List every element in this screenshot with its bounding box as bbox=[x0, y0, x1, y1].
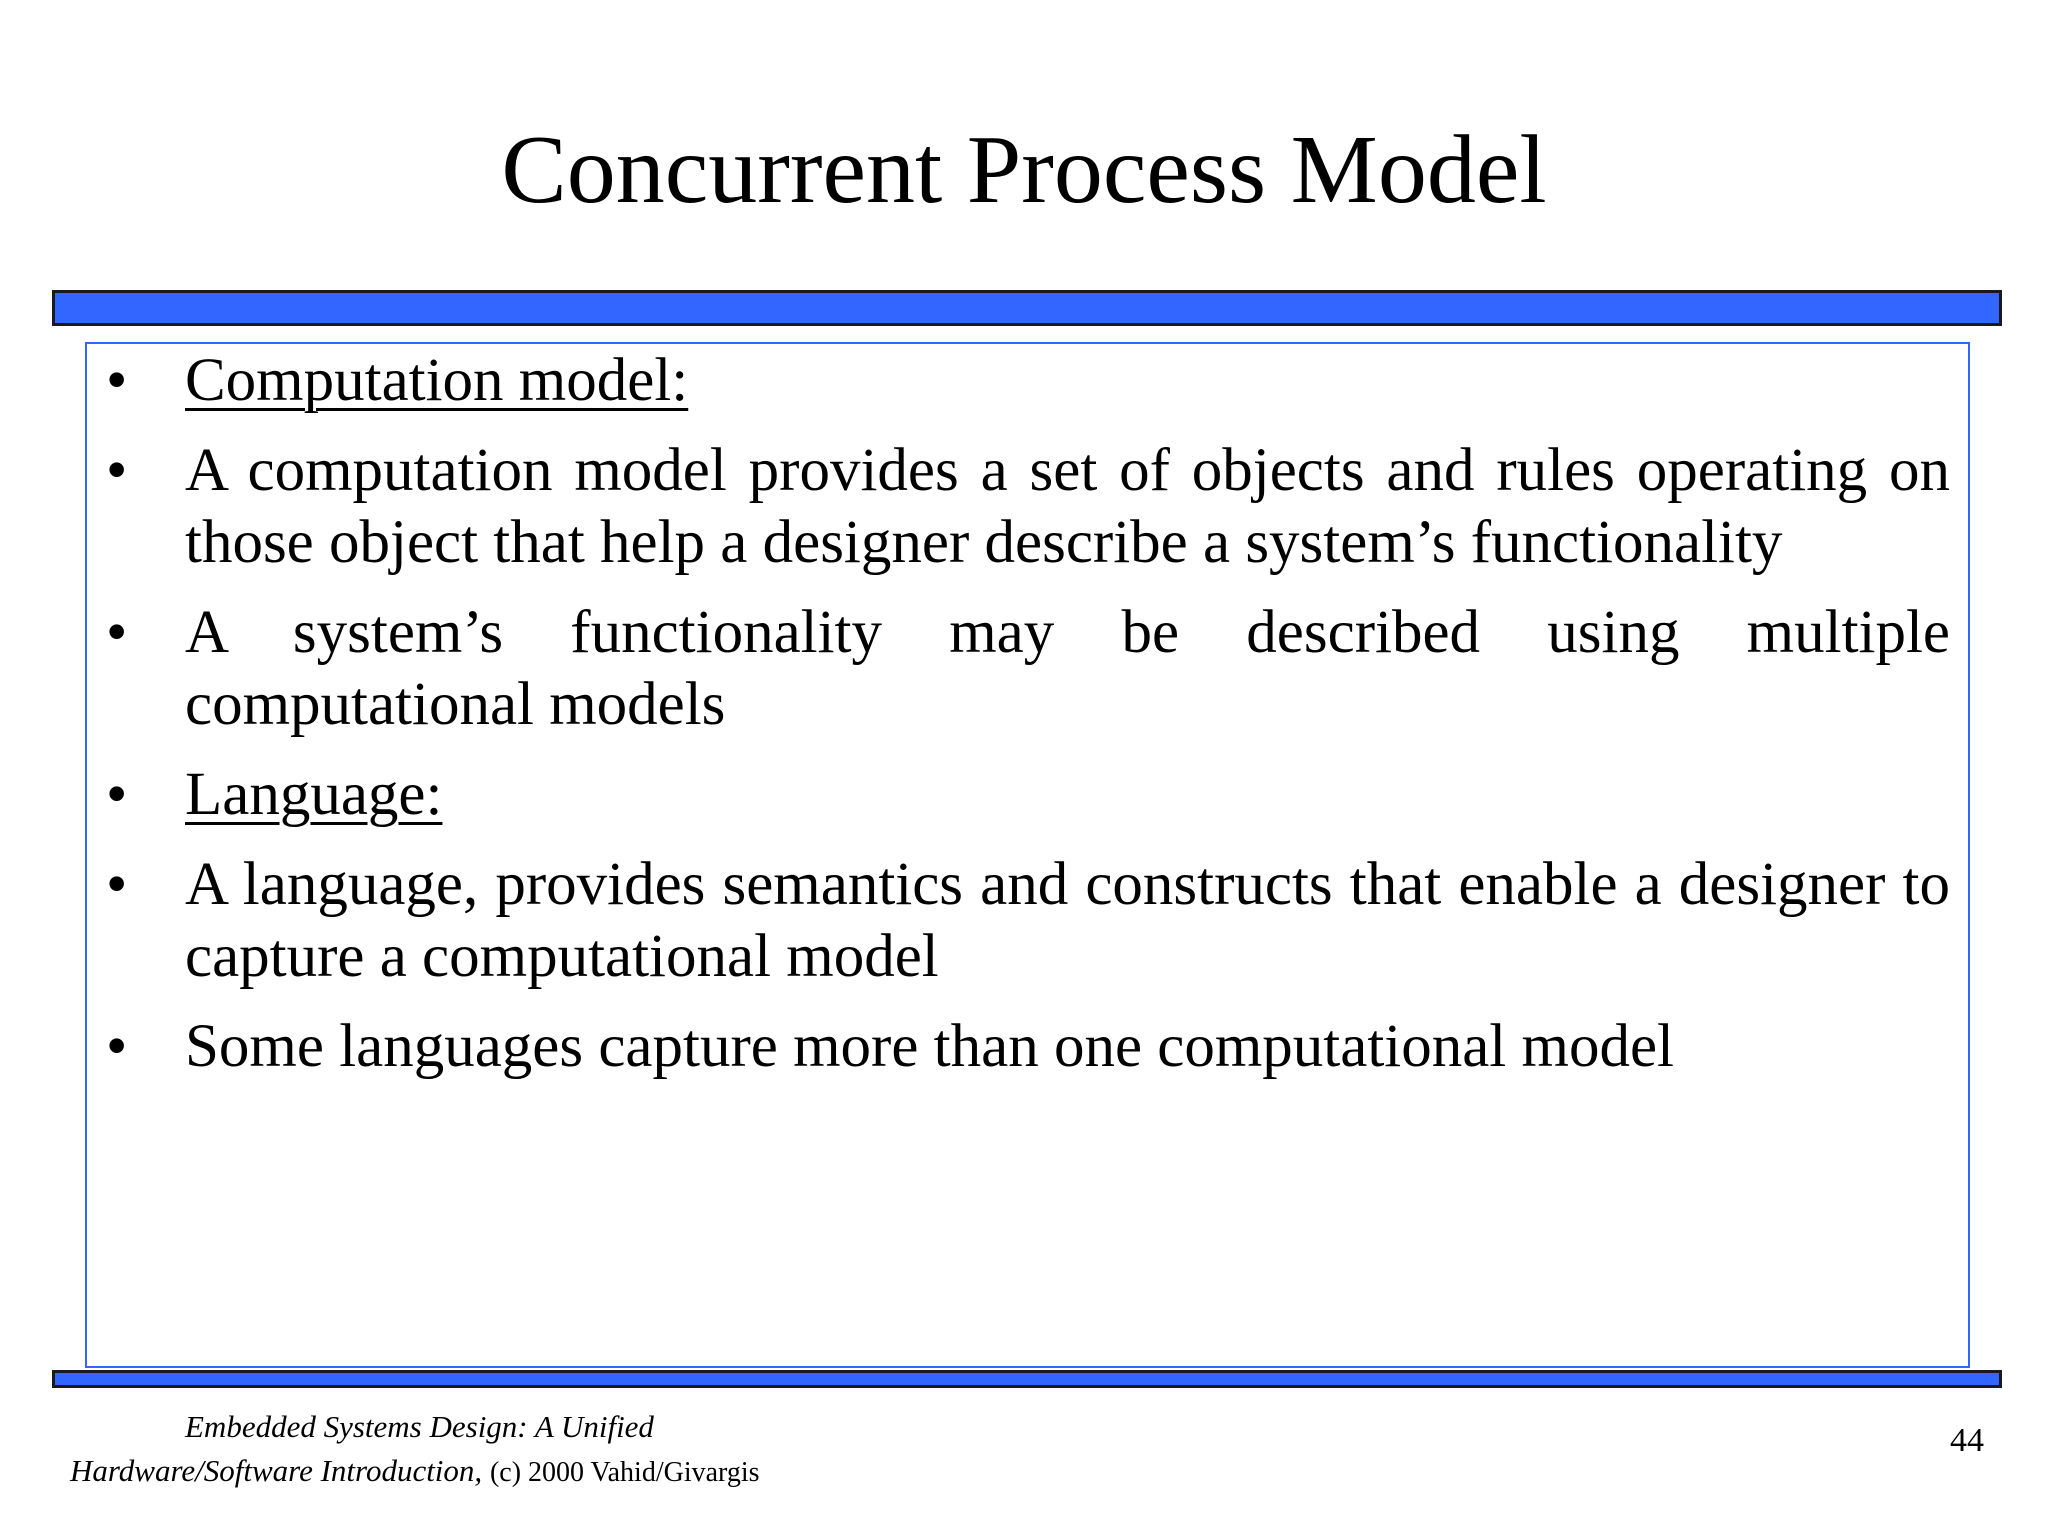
bullet-multiple-languages bbox=[100, 1011, 1950, 1083]
bullet-text: A computation model provides a set of objects and rules operating on those object that help a designer describe a system’s functionality bbox=[185, 437, 1950, 576]
bullet-text: A language, provides semantics and constructs that enable a designer to capture a computational model bbox=[185, 851, 1950, 990]
bullet-multiple-models bbox=[100, 597, 1950, 741]
footer-line-2: Hardware/Software Introduction, bbox=[70, 1453, 483, 1488]
bullet-text: A system’s functionality may be described using multiple computational models bbox=[185, 599, 1950, 738]
bullet-text: Some languages capture more than one computational model bbox=[185, 1013, 1674, 1080]
footer-citation bbox=[70, 1405, 830, 1495]
page-number: 44 bbox=[1950, 1422, 1984, 1459]
bottom-accent-bar bbox=[52, 1370, 2002, 1388]
bullet-dot: • bbox=[106, 599, 128, 666]
footer-copyright: (c) 2000 Vahid/Givargis bbox=[489, 1457, 760, 1488]
top-accent-bar bbox=[52, 290, 2002, 326]
bullet-language-heading bbox=[100, 759, 1950, 831]
bullet-list bbox=[100, 345, 1950, 1101]
footer-line-1: Embedded Systems Design: A Unified bbox=[185, 1409, 654, 1444]
bullet-computation-model-heading bbox=[100, 345, 1950, 417]
slide-title: Concurrent Process Model bbox=[501, 116, 1547, 224]
bullet-dot: • bbox=[106, 347, 128, 414]
bullet-dot: • bbox=[106, 761, 128, 828]
bullet-text: Language: bbox=[185, 761, 443, 828]
bullet-dot: • bbox=[106, 437, 128, 504]
bullet-language-definition bbox=[100, 849, 1950, 993]
bullet-computation-model-definition bbox=[100, 435, 1950, 579]
bullet-dot: • bbox=[106, 1013, 128, 1080]
bullet-dot: • bbox=[106, 851, 128, 918]
bullet-text: Computation model: bbox=[185, 347, 689, 414]
